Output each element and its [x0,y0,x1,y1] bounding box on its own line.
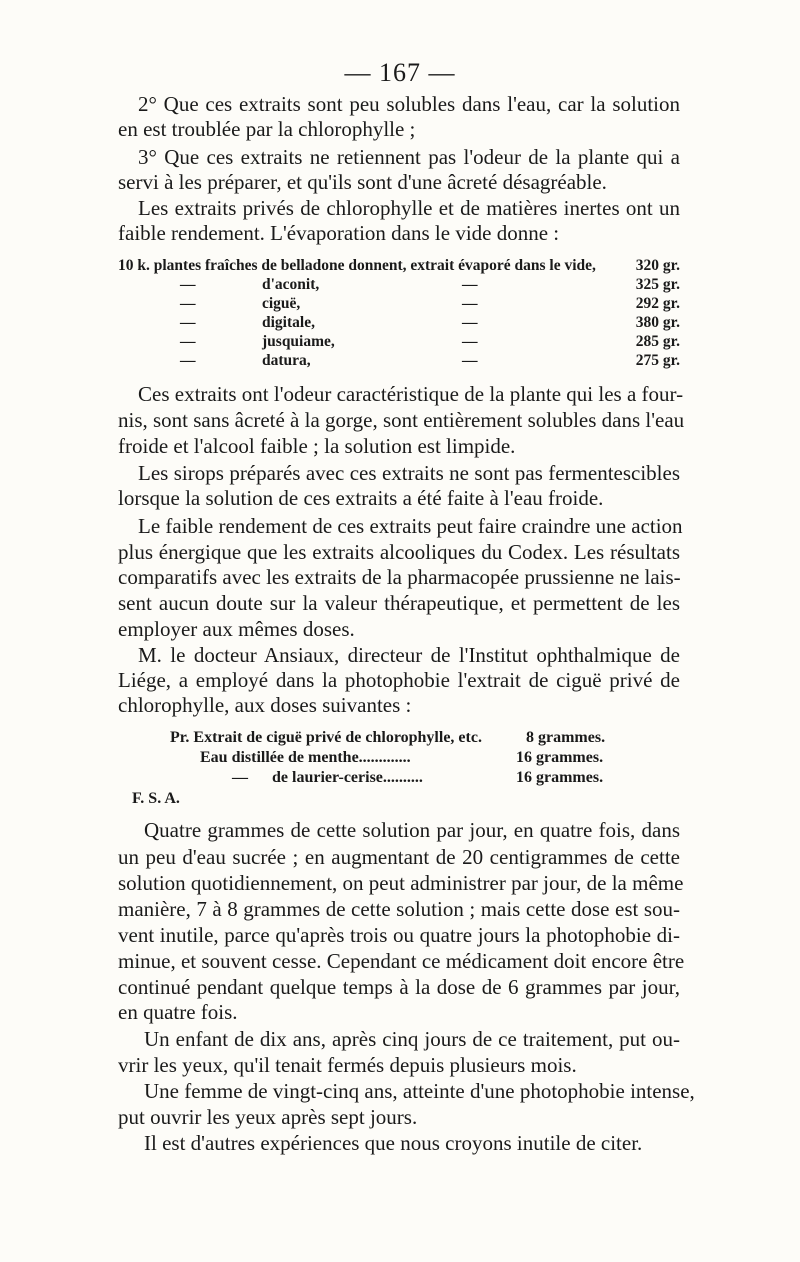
body-line: Liége, a employé dans la photophobie l'extrait de ciguë privé de [118,668,680,692]
body-line: continué pendant quelque temps à la dose de 6 grammes par jour, [118,975,680,999]
body-line: Les extraits privés de chlorophylle et de matières inertes ont un [138,196,680,220]
body-line: M. le docteur Ansiaux, directeur de l'Institut ophthalmique de [138,643,680,667]
body-line: 3° Que ces extraits ne retiennent pas l'odeur de la plante qui a [138,145,680,169]
body-line: solution quotidiennement, on peut administrer par jour, de la même [118,871,684,895]
table-cell: datura, [262,352,311,369]
body-line: sent aucun doute sur la valeur thérapeutique, et permettent de les [118,591,680,615]
prescription-row [118,748,680,768]
fsa-note: F. S. A. [132,790,180,807]
body-line: Les sirops préparés avec ces extraits ne sont pas fermentescibles [138,461,680,485]
table-cell: 380 gr. [635,314,680,331]
prescription-quantity: 8 grammes. [526,729,606,746]
table-cell: — [462,276,478,293]
table-row [118,275,680,294]
table-cell: jusquiame, [262,333,335,350]
body-line: faible rendement. L'évaporation dans le vide donne : [118,221,560,245]
prescription-ingredient: Pr. Extrait de ciguë privé de chlorophylle, etc. [170,729,482,746]
prescription-ingredient: — de laurier-cerise.......... [232,769,423,786]
body-line: minue, et souvent cesse. Cependant ce médicament doit encore être [118,949,685,973]
body-line: plus énergique que les extraits alcooliques du Codex. Les résultats [118,540,680,564]
body-line: chlorophylle, aux doses suivantes : [118,693,412,717]
table-row [118,256,680,275]
body-line: Le faible rendement de ces extraits peut faire craindre une action [138,514,683,538]
table-cell: 275 gr. [635,352,680,369]
table-cell: — [180,314,196,331]
body-line: Il est d'autres expériences que nous croyons inutile de citer. [144,1131,643,1155]
table-row [118,351,680,370]
body-line: comparatifs avec les extraits de la pharmacopée prussienne ne lais- [118,565,681,589]
body-line: nis, sont sans âcreté à la gorge, sont entièrement solubles dans l'eau [118,408,685,432]
body-line: froide et l'alcool faible ; la solution est limpide. [118,434,516,458]
body-line: 2° Que ces extraits sont peu solubles dans l'eau, car la solution [138,92,680,116]
table-cell: 320 gr. [635,257,680,274]
table-cell: — [180,333,196,350]
body-line: lorsque la solution de ces extraits a été faite à l'eau froide. [118,486,604,510]
table-cell: — [462,333,478,350]
body-line: en quatre fois. [118,1000,238,1024]
prescription [118,728,680,788]
body-line: en est troublée par la chlorophylle ; [118,117,416,141]
table-row [118,332,680,351]
table-cell: — [180,352,196,369]
table-cell: 10 k. plantes fraîches de belladone donnent, extrait évaporé dans le vide, [118,257,596,274]
table-cell: — [462,314,478,331]
prescription-row [118,768,680,788]
table-cell: 325 gr. [635,276,680,293]
body-line: vrir les yeux, qu'il tenait fermés depuis plusieurs mois. [118,1053,577,1077]
body-line: employer aux mêmes doses. [118,617,355,641]
table-cell: ciguë, [262,295,301,312]
table-row [118,294,680,313]
prescription-row [118,728,680,748]
body-line: manière, 7 à 8 grammes de cette solution ; mais cette dose est sou- [118,897,680,921]
table-cell: — [180,276,196,293]
table-cell: — [180,295,196,312]
body-line: un peu d'eau sucrée ; en augmentant de 20 centigrammes de cette [118,845,680,869]
prescription-ingredient: Eau distillée de menthe............. [200,749,411,766]
body-line: Une femme de vingt-cinq ans, atteinte d'une photophobie intense, [144,1079,695,1103]
body-line: servi à les préparer, et qu'ils sont d'une âcreté désagréable. [118,170,607,194]
body-line: Quatre grammes de cette solution par jour, en quatre fois, dans [144,818,680,842]
table-cell: digitale, [262,314,315,331]
table-row [118,313,680,332]
table-cell: — [462,352,478,369]
table-cell: 285 gr. [635,333,680,350]
body-line: Un enfant de dix ans, après cinq jours de ce traitement, put ou- [144,1027,680,1051]
prescription-quantity: 16 grammes. [516,769,604,786]
body-line: Ces extraits ont l'odeur caractéristique de la plante qui les a four- [138,382,684,406]
table-cell: — [462,295,478,312]
body-line: put ouvrir les yeux après sept jours. [118,1105,418,1129]
page-number: — 167 — [344,58,456,87]
body-line: vent inutile, parce qu'après trois ou quatre jours la photophobie di- [118,923,680,947]
table-cell: d'aconit, [262,276,320,293]
yield-table [118,256,680,370]
table-cell: 292 gr. [635,295,680,312]
prescription-quantity: 16 grammes. [516,749,604,766]
